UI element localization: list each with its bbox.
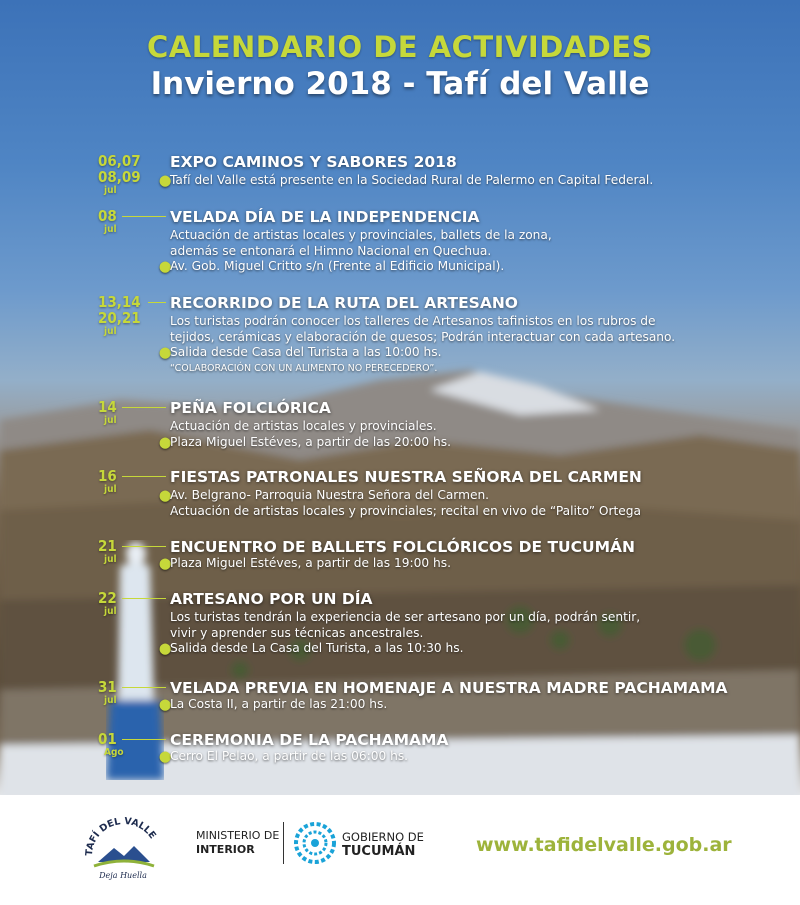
event-line: Tafí del Valle está presente en la Sociedad Rural de Palermo en Capital Federal. [170, 173, 654, 187]
date-month: jul [104, 415, 117, 426]
event-date [98, 679, 154, 706]
date-line-2: 20,21 [98, 309, 141, 327]
event-line: vivir y aprender sus técnicas ancestrales. [170, 625, 424, 640]
header [0, 30, 800, 102]
website-link[interactable]: www.tafidelvalle.gob.ar [476, 834, 732, 856]
event-date [98, 538, 154, 565]
event-details [159, 488, 641, 519]
connector-line [122, 598, 166, 599]
event-line: Cerro El Pelao, a partir de las 06:00 hs. [170, 749, 409, 763]
date-month: jul [104, 185, 117, 196]
date-month: jul [104, 224, 117, 235]
event-line: Los turistas tendrán la experiencia de ser artesano por un día, podrán sentir, [170, 610, 641, 624]
event-date [98, 590, 154, 617]
event-details [159, 419, 451, 450]
ministry-logo [196, 829, 279, 857]
location-pin-icon: ⬤ [159, 489, 172, 502]
date-month: jul [104, 606, 117, 617]
event-details [159, 314, 676, 376]
date-line-1: 22 [98, 589, 117, 607]
gov-line-2: TUCUMÁN [342, 844, 416, 859]
date-line-1: 16 [98, 467, 117, 485]
event-details [159, 228, 552, 275]
event-title: RECORRIDO DE LA RUTA DEL ARTESANO [170, 294, 518, 312]
date-line-2: 08,09 [98, 168, 141, 186]
event-line: Av. Gob. Miguel Critto s/n (Frente al Edificio Municipal). [170, 259, 505, 273]
event-title: VELADA DÍA DE LA INDEPENDENCIA [170, 208, 480, 226]
season-subtitle: Invierno 2018 - Tafí del Valle [150, 66, 650, 102]
event-line: Actuación de artistas locales y provinciales. [170, 419, 437, 433]
location-pin-icon: ⬤ [159, 698, 172, 711]
ministry-line-1: MINISTERIO DE [196, 829, 280, 842]
calendar-title: CALENDARIO DE ACTIVIDADES [147, 30, 653, 64]
event-title: VELADA PREVIA EN HOMENAJE A NUESTRA MADRE PACHAMAMA [170, 679, 728, 697]
location-pin-icon: ⬤ [159, 174, 172, 187]
connector-line [122, 216, 166, 217]
event-line: Salida desde La Casa del Turista, a las 10:30 hs. [170, 641, 464, 655]
location-pin-icon: ⬤ [159, 750, 172, 763]
event-title: ENCUENTRO DE BALLETS FOLCLÓRICOS DE TUCUMÁN [170, 538, 635, 556]
event-date [98, 399, 154, 426]
event-line: Plaza Miguel Estéves, a partir de las 19:00 hs. [170, 556, 451, 570]
event-details [159, 173, 654, 189]
date-line-1: 31 [98, 678, 117, 696]
event-title: ARTESANO POR UN DÍA [170, 590, 373, 608]
gobierno-tucuman-icon [294, 822, 336, 864]
event-title: FIESTAS PATRONALES NUESTRA SEÑORA DEL CARMEN [170, 468, 642, 486]
event-line: tejidos, cerámicas y elaboración de quesos; Podrán interactuar con cada artesano. [170, 329, 676, 344]
date-month: jul [104, 554, 117, 565]
connector-line [148, 302, 166, 303]
location-pin-icon: ⬤ [159, 642, 172, 655]
date-line-1: 06,07 [98, 152, 141, 170]
connector-line [122, 546, 166, 547]
location-pin-icon: ⬤ [159, 260, 172, 273]
date-line-1: 14 [98, 398, 117, 416]
date-month: jul [104, 484, 117, 495]
gov-line-1: GOBIERNO DE [342, 830, 424, 844]
event-date [98, 153, 154, 196]
event-title: EXPO CAMINOS Y SABORES 2018 [170, 153, 457, 171]
event-details [159, 749, 409, 765]
location-pin-icon: ⬤ [159, 557, 172, 570]
event-date [98, 731, 154, 758]
location-pin-icon: ⬤ [159, 435, 172, 449]
ministry-line-2: INTERIOR [196, 843, 255, 856]
event-line: La Costa II, a partir de las 21:00 hs. [170, 697, 388, 711]
event-title: CEREMONIA DE LA PACHAMAMA [170, 731, 449, 749]
event-date [98, 468, 154, 495]
event-details [159, 556, 451, 572]
date-line-1: 21 [98, 537, 117, 555]
event-line: Plaza Miguel Estéves, a partir de las 20:00 hs. [170, 434, 451, 449]
date-month: jul [104, 695, 117, 706]
logo-text: TAFÍ DEL VALLE [83, 815, 158, 857]
event-details [159, 610, 641, 657]
event-date [98, 208, 154, 235]
connector-line [122, 739, 166, 740]
gobierno-logo-text [342, 830, 424, 859]
event-title: PEÑA FOLCLÓRICA [170, 399, 331, 417]
date-line-1: 08 [98, 207, 117, 225]
date-month: Ago [104, 747, 124, 758]
logo-divider [283, 822, 284, 864]
date-line-1: 01 [98, 730, 117, 748]
date-line-1: 13,14 [98, 293, 141, 311]
connector-line [122, 476, 166, 477]
event-date [98, 294, 154, 337]
connector-line [122, 407, 166, 408]
event-line: Los turistas podrán conocer los talleres de Artesanos tafinistos en los rubros de [170, 314, 656, 328]
connector-line [122, 687, 166, 688]
event-line: Actuación de artistas locales y provinciales, ballets de la zona, [170, 228, 552, 242]
event-details [159, 697, 388, 713]
event-line: Av. Belgrano- Parroquia Nuestra Señora del Carmen. [170, 488, 490, 502]
event-note: “COLABORACIÓN CON UN ALIMENTO NO PERECEDERO”. [170, 362, 438, 374]
location-pin-icon: ⬤ [159, 346, 172, 359]
event-line: además se entonará el Himno Nacional en Quechua. [170, 243, 492, 258]
date-month: jul [104, 326, 117, 337]
logo-tagline: Deja Huella [99, 871, 147, 880]
event-line: Actuación de artistas locales y provinciales; recital en vivo de “Palito” Ortega [170, 503, 641, 518]
tafi-del-valle-logo [80, 812, 166, 882]
event-line: Salida desde Casa del Turista a las 10:00 hs. [170, 345, 442, 359]
